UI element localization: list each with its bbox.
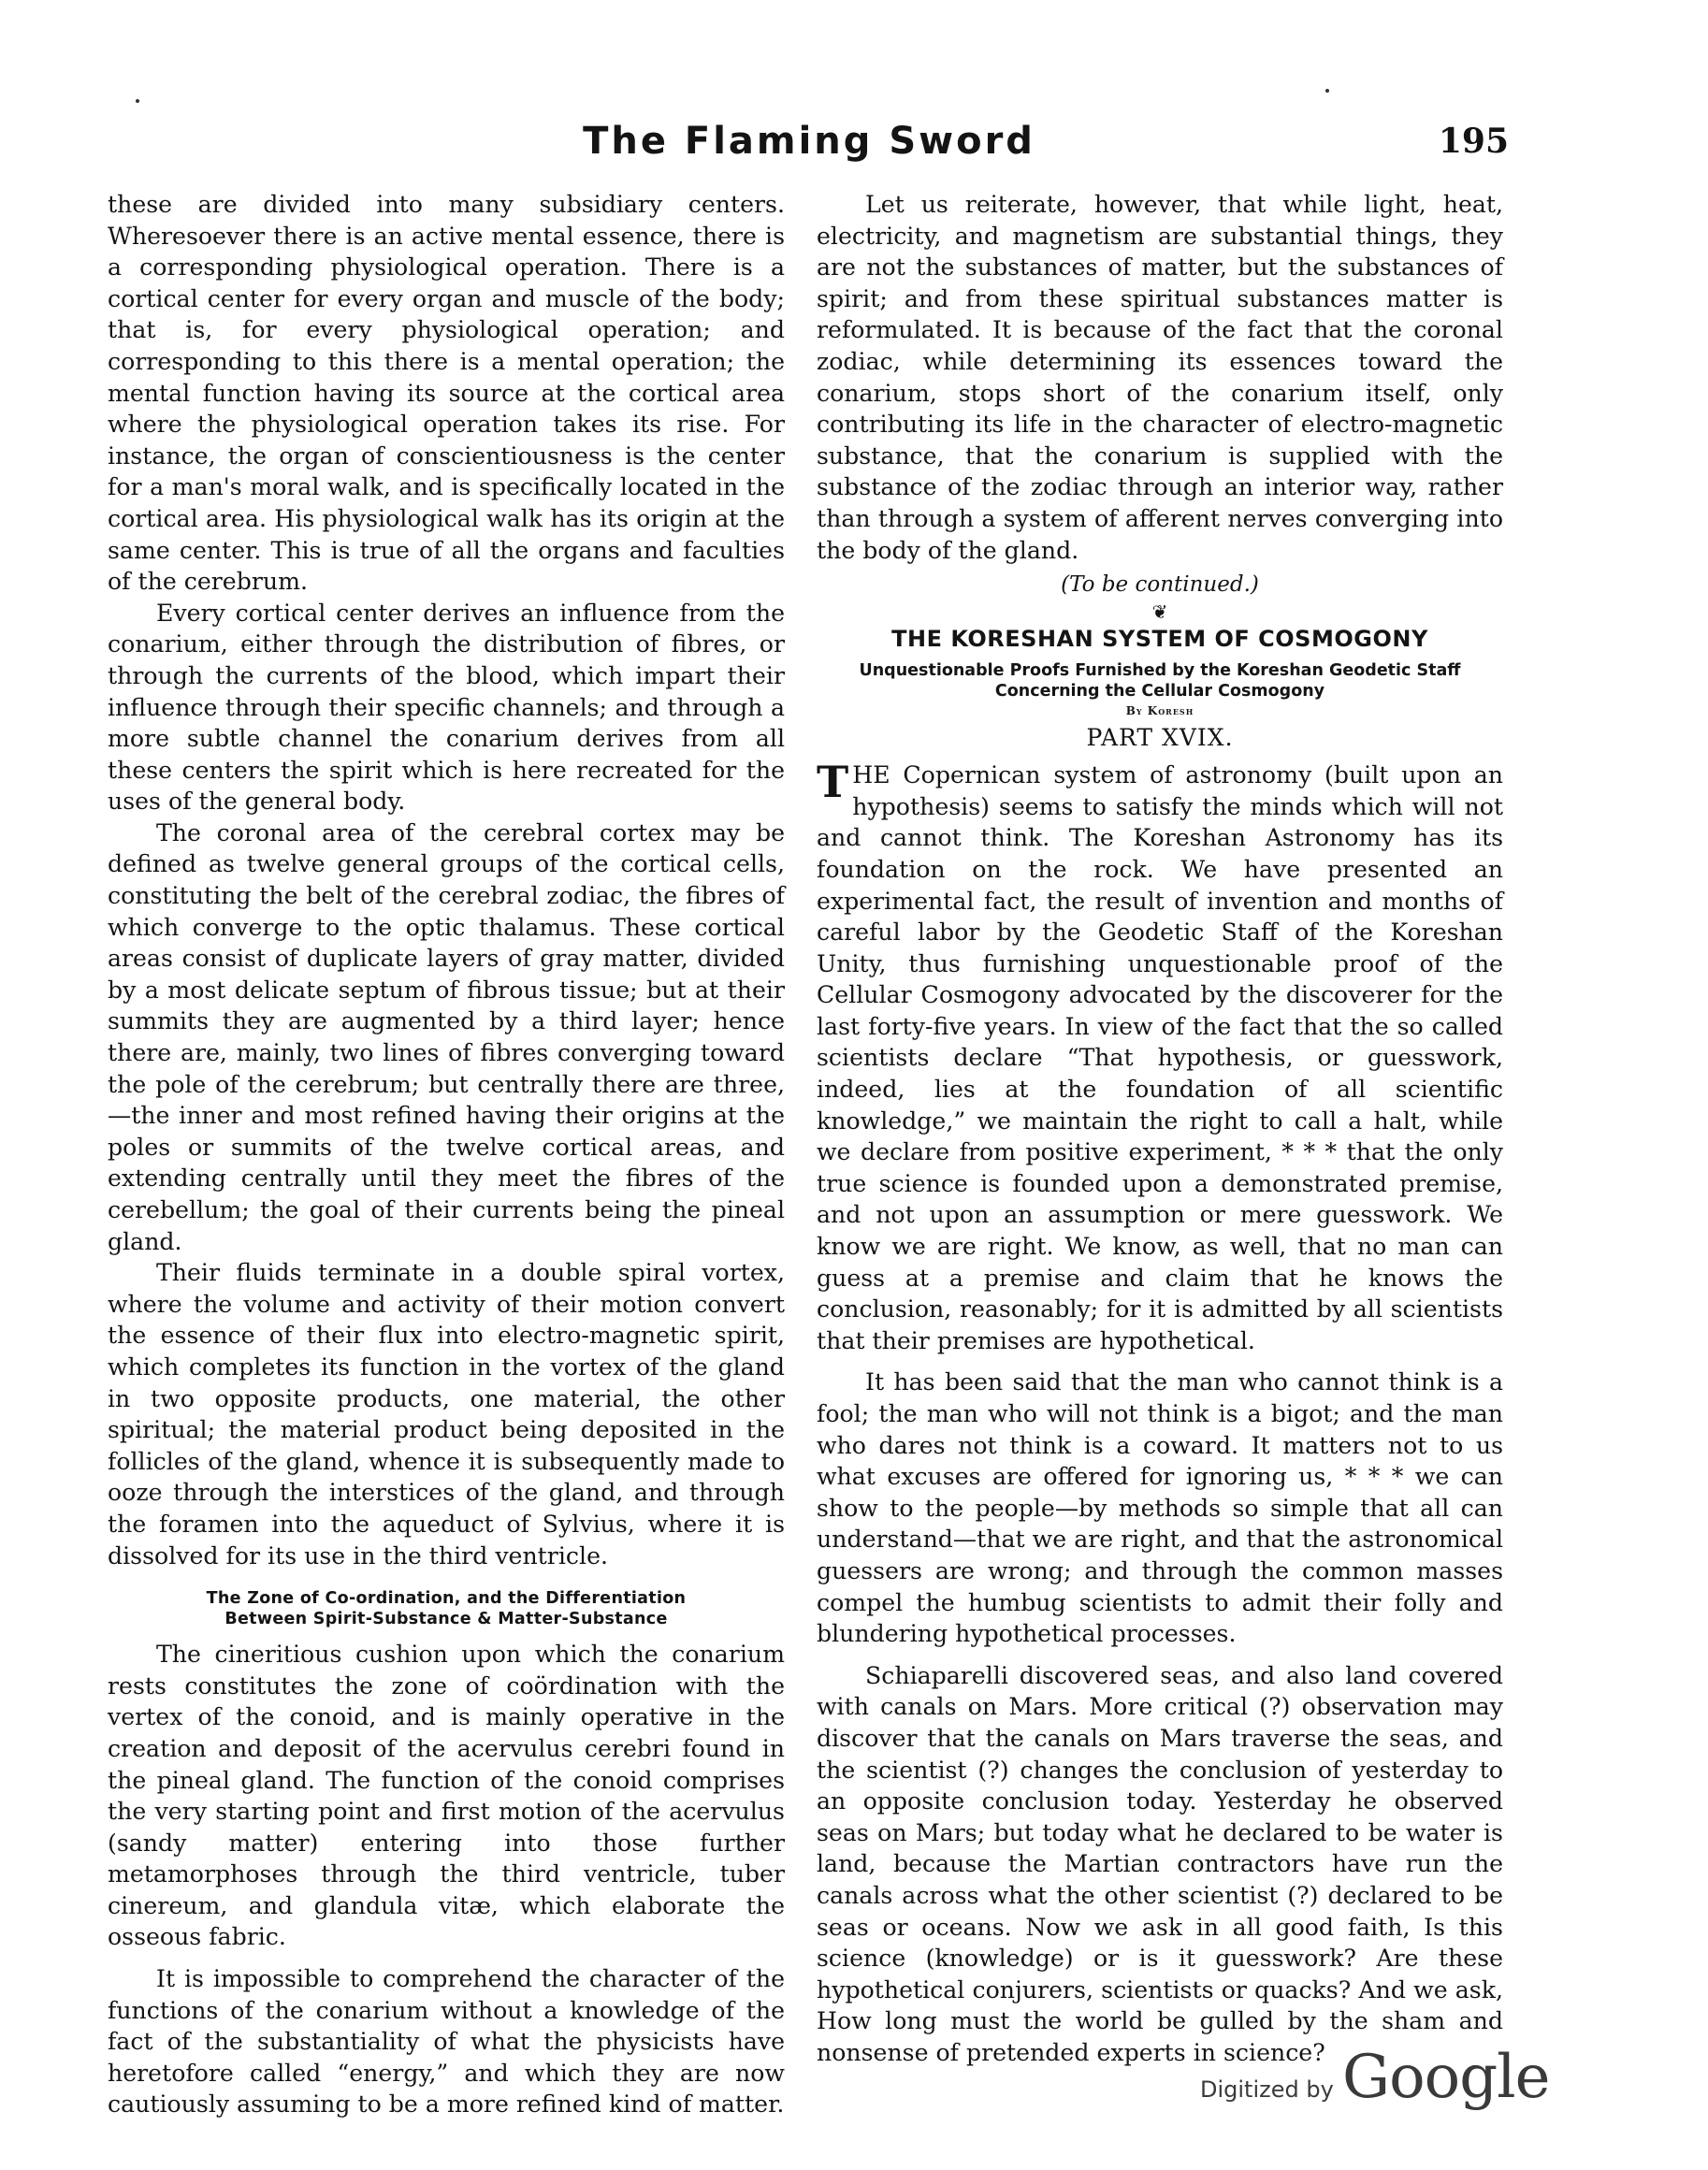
section-subheading (108, 1588, 785, 1629)
paragraph: Their fluids terminate in a double spiral vortex, where the volume and activity of their motion convert the essence of their flux into electro-magnetic spirit, which completes its function in the vortex of the gland in two opposite products, one material, the other spiritual; the material product being deposited in the follicles of the gland, whence it is subsequently made to ooze through the interstices of the gland, and through the foramen into the aqueduct of Sylvius, where it is dissolved for its use in the third ventricle. (108, 1259, 785, 1570)
paragraph: Schiaparelli discovered seas, and also land covered with canals on Mars. More critical (?) observation may discover that the canals on Mars traverse the seas, and the scientist (?) changes the conclusion of yesterday to an opposite conclusion today. Yesterday he observed seas on Mars; but today what he declared to be water is land, because the Martian contractors have run the canals across what the other scientist (?) declared to be seas or oceans. Now we ask in all good faith, Is this science (knowledge) or is it guesswork? Are these hypothetical conjurers, scientists or quacks? And we ask, How long must the world be gulled by the sham and nonsense of pretended experts in science? (817, 1661, 1503, 2066)
paragraph: Every cortical center derives an influence from the conarium, either through the distribution of fibres, or through the currents of the blood, which impart their influence through their specific channels; and through a more subtle channel the conarium derives from all these centers the spirit which is here recreated for the uses of the general body. (108, 599, 785, 816)
google-logo: Google (1342, 2043, 1550, 2112)
paragraph: It is impossible to comprehend the character of the functions of the conarium without a knowledge of the fact of the substantiality of what the physicists have heretofore called “energy,” and which they are now cautiously assuming to be a more refined kind of matter. (108, 1965, 785, 2119)
page-header (108, 120, 1511, 176)
article-title: THE KORESHAN SYSTEM OF COSMOGONY (891, 626, 1428, 653)
paragraph (817, 757, 1503, 1356)
page-number: 195 (1438, 122, 1509, 161)
paragraph: It has been said that the man who cannot think is a fool; the man who will not think is a bigot; and the man who dares not think is a coward. It matters not to us what excuses are offered for ignoring us, * * * we can show to the people—by methods so simple that all can understand—that we are right, and that the astronomical guessers are wrong; and through the common masses compel the humbug scientists to admit their folly and blundering hypothetical processes. (817, 1368, 1503, 1648)
running-title: The Flaming Sword (583, 120, 1035, 163)
paragraph: The cineritious cushion upon which the conarium rests constitutes the zone of coördination with the vertex of the conoid, and is mainly operative in the creation and deposit of the acervulus cerebri found in the pineal gland. The function of the conoid comprises the very starting point and first motion of the acervulus (sandy matter) entering into those further metamorphoses through the third ventricle, tuber cinereum, and glandula vitæ, which elaborate the osseous fabric. (108, 1641, 785, 1951)
scan-speck (1325, 89, 1329, 93)
fleuron-ornament: ❦ (1151, 600, 1168, 624)
paragraph-text: HE Copernican system of astronomy (built upon an hypothesis) seems to satisfy the minds which will not and cannot think. The Koreshan Astronomy has its foundation on the rock. We have presented an experimental fact, the result of invention and months of careful labor by the Geodetic Staff of the Koreshan Unity, thus furnishing unquestionable proof of the Cellular Cosmogony advocated by the discoverer for the last forty-five years. In view of the fact that the so called scientists declare “That hypothesis, or guesswork, indeed, lies at the foundation of all scientific knowledge,” we maintain the right to call a halt, while we declare from positive experiment, * * * that the only true science is founded upon a demonstrated premise, and not upon an assumption or mere guesswork. We know we are right. We know, as well, that no man can guess at a premise and claim that he knows the conclusion, reasonably; for it is admitted by all scientists that their premises are hypothetical. (817, 761, 1503, 1354)
part-heading: PART XVIX. (1086, 724, 1234, 752)
digitized-watermark (1200, 2043, 1574, 2123)
subheading-line: The Zone of Co-ordination, and the Differentiation (206, 1589, 687, 1609)
paragraph: these are divided into many subsidiary centers. Wheresoever there is an active mental essence, there is a corresponding physiological operation. There is a cortical center for every organ and muscle of the body; that is, for every physiological operation; and corresponding to this there is a mental operation; the mental function having its source at the cortical area where the physiological operation takes its rise. For instance, the organ of conscientiousness is the center for a man's moral walk, and is specifically located in the cortical area. His physiological walk has its origin at the same center. This is true of all the organs and faculties of the cerebrum. (108, 191, 785, 596)
left-column (108, 189, 785, 2120)
paragraph: Let us reiterate, however, that while light, heat, electricity, and magnetism are substantial things, they are not the substances of matter, but the substances of spirit; and from these spiritual substances matter is reformulated. It is because of the fact that the coronal zodiac, while determining its essences toward the conarium, stops short of the conarium itself, only contributing its life in the character of electro-magnetic substance, that the conarium is supplied with the substance of the zodiac through an interior way, rather than through a system of afferent nerves converging into the body of the gland. (817, 191, 1503, 564)
to-be-continued-note: (To be continued.) (1061, 572, 1259, 598)
subheading-line: Between Spirit-Substance & Matter-Substance (224, 1610, 668, 1629)
article-subtitle: Unquestionable Proofs Furnished by the Koreshan Geodetic Staff Concerning the Cellular Cosmogony (859, 661, 1461, 702)
drop-cap: T (817, 757, 849, 808)
scan-speck (136, 99, 139, 103)
digitized-label: Digitized by (1200, 2076, 1334, 2103)
paragraph: The coronal area of the cerebral cortex may be defined as twelve general groups of the cortical cells, constituting the belt of the cerebral zodiac, the fibres of which converge to the optic thalamus. These cortical areas consist of duplicate layers of gray matter, divided by a most delicate septum of fibrous tissue; but at their summits they are augmented by a third layer; hence there are, mainly, two lines of fibres converging toward the pole of the cerebrum; but centrally there are three,—the inner and most refined having their origins at the poles or summits of the twelve cortical areas, and extending centrally until they meet the fibres of the cerebellum; the goal of their currents being the pineal gland. (108, 818, 785, 1255)
right-column (817, 189, 1503, 2068)
byline: By Koresh (1125, 704, 1194, 718)
